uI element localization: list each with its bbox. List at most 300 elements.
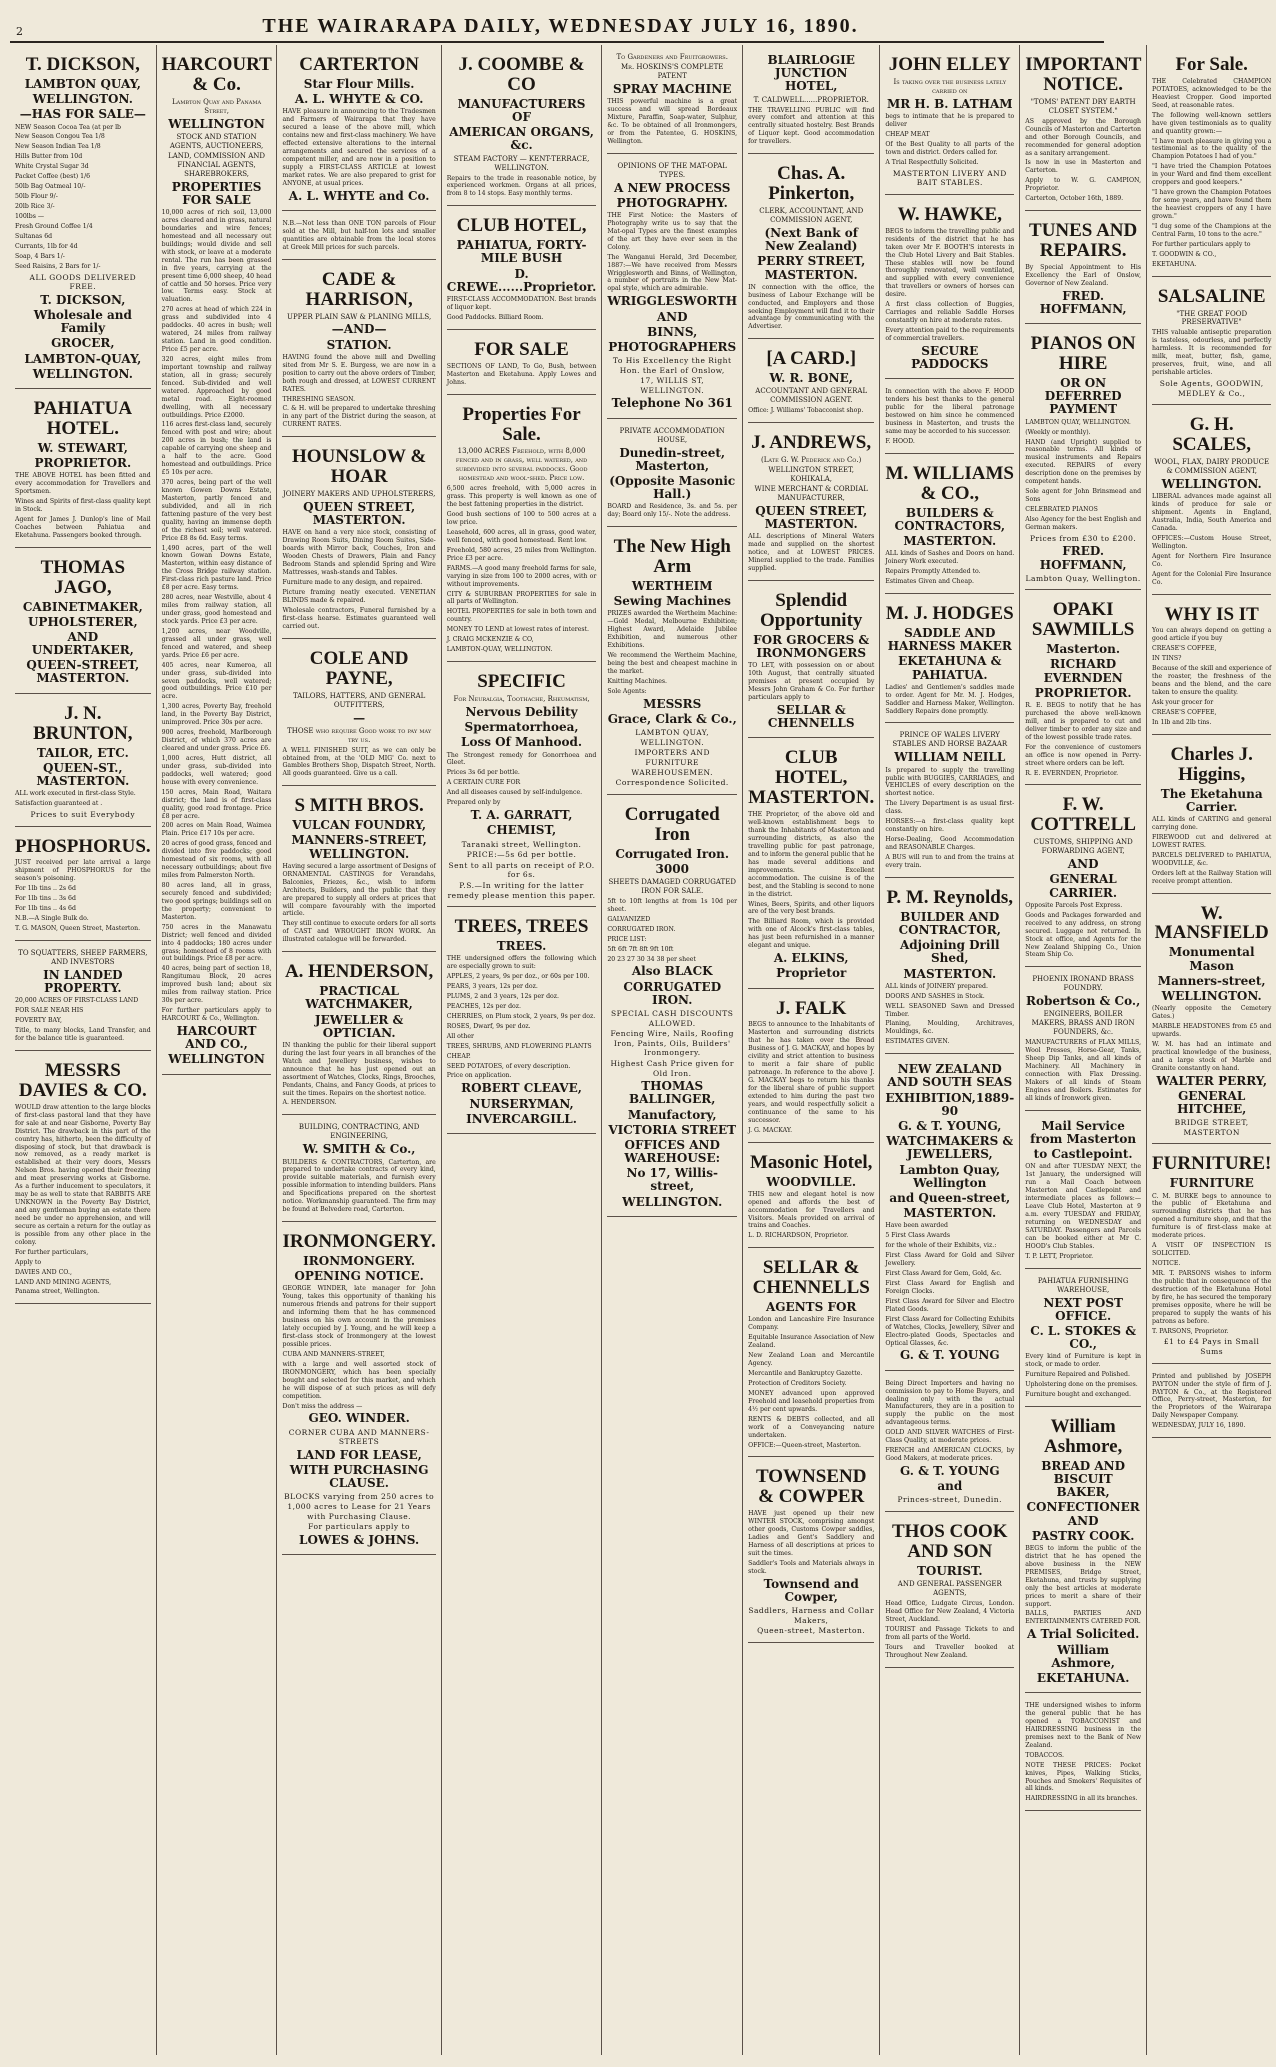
ad-body-text: 405 acres, near Kumeroa, all under grass, sub-divided into seven paddocks, well watered; good outbuildings. Price £10 per acre.: [161, 661, 272, 701]
ad-body-text: Furniture bought and exchanged.: [1025, 1391, 1131, 1399]
page-number: 2: [16, 25, 23, 38]
ad-heading: CLUB HOTEL, MASTERTON.: [748, 747, 875, 809]
ad-body-text: CHEAP.: [446, 1052, 471, 1060]
column-9: [1147, 45, 1276, 2055]
ad-body-text: CORRUGATED IRON.: [607, 925, 676, 933]
ad-body-text: EKETAHUNA.: [1152, 260, 1197, 268]
ad-body-text: "I dug some of the Champions at the Central Farm, 10 tons to the acre.": [1152, 222, 1272, 238]
ad-heading: (Late G. W. Pederick and Co.): [761, 456, 862, 465]
column-7: [880, 45, 1020, 2055]
ad-heading: Adjoining Drill Shed,: [899, 938, 1000, 966]
ad-heading: Corrugated Iron.: [615, 846, 730, 861]
ad-signature: OFFICES AND WAREHOUSE:: [624, 1137, 721, 1166]
ad-body-text: NEW Season Cocoa Tea (at per lb: [15, 123, 122, 131]
ad-body-text: 1,200 acres, near Woodville, grassed all under grass, well fenced and watered, and sheep yards. Price £6 per acre.: [161, 627, 272, 659]
advertisement: [447, 911, 597, 1134]
ad-heading: OR ON DEFERRED PAYMENT: [1044, 376, 1122, 417]
advertisement: [748, 49, 874, 154]
ad-body-text: GEORGE WINDER, late manager for John Young, takes this opportunity of thanking his numerous friends and patrons for their support and informing them that he has commenced business on his own account in the premises lately occupied by J. Young, and he will keep a first-class stock of Ironmongery at the lowest possible prices.: [282, 1285, 436, 1348]
ad-signature: Correspondence Solicited.: [615, 778, 729, 788]
ad-body-text: SECTIONS OF LAND, To Go, Bush, between Masterton and Eketahuna. Apply Lowes and Johns.: [446, 362, 597, 386]
ad-heading: NEXT POST OFFICE.: [1043, 1295, 1123, 1323]
ad-body-text: OFFICE:—Queen-street, Masterton.: [748, 1441, 862, 1449]
ad-heading: PAHIATUA, FORTY-MILE BUSH: [456, 238, 587, 266]
ad-body-text: Protection of Creditors Society.: [748, 1379, 847, 1387]
ad-heading: NEW ZEALAND AND SOUTH SEAS: [887, 1062, 1013, 1090]
ad-signature: Taranaki street, Wellington.: [461, 839, 582, 849]
ad-body-text: NOTE THESE PRICES: Pocket knives, Pipes, Walking Sticks, Pouches and Smokers' Requisites of all kinds.: [1025, 1761, 1142, 1793]
ad-body-text: 20 23 27 30 34 38 per sheet: [607, 955, 696, 963]
ad-body-text: 750 acres in the Manawatu District; well fenced and divided into 4 paddocks; 180 acres under grass; homestead of 8 rooms with out buildings. Price £8 per acre.: [161, 923, 272, 963]
ad-body-text: You can always depend on getting a good article if you buy: [1152, 627, 1272, 643]
ad-heading: AGENTS FOR: [766, 1300, 857, 1315]
ad-body-text: Sultanas 6d: [15, 232, 53, 240]
ad-body-text: HOTEL PROPERTIES for sale in both town and country.: [446, 608, 597, 624]
ad-heading: TREES.: [496, 939, 547, 954]
ad-body-text: Upholstering done on the premises.: [1025, 1381, 1138, 1389]
ad-body-text: MANUFACTURERS of FLAX MILLS, Wool Presses, Horse-Gear, Tanks, Sheep Dip Tanks, and all kinds of Machinery. All Machinery in connection with Flax Dressing. Makers of all kinds of Steam Engines and Boilers. Estimates for all kinds of Ironwork given.: [1025, 1039, 1142, 1102]
ad-body-text: By Special Appointment to His Excellency the Earl of Onslow, Governor of New Zealand.: [1025, 264, 1142, 287]
ad-heading: TUNES AND REPAIRS.: [1029, 220, 1138, 262]
advertisement: [748, 993, 874, 1143]
advertisement: [885, 49, 1014, 195]
ad-body-text: CITY & SUBURBAN PROPERTIES for sale in all parts of Wellington.: [446, 590, 597, 606]
advertisement: [282, 264, 435, 438]
ad-body-text: RENTS & DEBTS collected, and all work of a Conveyancing nature undertaken.: [748, 1415, 875, 1439]
ad-body-text: Sole agent for John Brinsmead and Sons: [1025, 488, 1142, 504]
ad-body-text: In 1lb and 2lb tins.: [1152, 718, 1212, 726]
ad-heading: BUILDERS & CONTRACTORS,: [894, 505, 1006, 533]
ad-heading: —AND—: [331, 322, 387, 337]
ad-signature: £1 to £4 Pays in Small Sums: [1163, 1337, 1260, 1357]
ad-heading: Splendid Opportunity: [760, 590, 863, 632]
ad-heading: RICHARD EVERNDEN: [1043, 657, 1123, 685]
ad-signature: Queen-street, Masterton.: [757, 1626, 866, 1636]
ad-body-text: 370 acres, being part of the well known Gowen Downs Estate, Masterton, partly fenced and subdivided, and all in rich fattening pasture of the very best quality, having an immense depth of the richest soil; well watered. Price £8 8s 6d. Easy terms.: [161, 479, 272, 542]
ad-heading: G. & T. YOUNG,: [898, 1119, 1002, 1133]
ad-body-text: T. P. LETT, Proprietor.: [1025, 1252, 1094, 1260]
ad-heading: TOWNSEND & COWPER: [755, 1466, 867, 1508]
advertisement: [1025, 1411, 1141, 1693]
ad-heading: SELLAR & CHENNELLS: [752, 1257, 870, 1299]
ad-heading: A NEW PROCESS: [613, 180, 731, 195]
ad-body-text: (Nearly opposite the Cemetery Gates.): [1152, 1005, 1272, 1021]
ad-body-text: For further particulars apply to: [1152, 240, 1251, 248]
ad-heading: 3000: [655, 861, 689, 876]
ad-body-text: "I have much pleasure in giving you a testimonial as to the quality of the Champion Potatoes I had of you.": [1152, 137, 1272, 161]
ad-body-text: We recommend the Wertheim Machine, being the best and cheapest machine in the market.: [607, 652, 738, 675]
column-1: [10, 45, 157, 2055]
ad-body-text: BEGS to inform the public of the district that he has opened the above business in the NEW PREMISES, Bridge Street, Eketahuna, and trusts by supplying only the best articles at moderate prices to merit a share of their support.: [1025, 1544, 1142, 1608]
ad-body-text: Every attention paid to the requirements of commercial travellers.: [885, 327, 1015, 342]
advertisement: [15, 945, 151, 1051]
ad-body-text: New Season Congou Tea 1/8: [15, 133, 105, 141]
ad-body-text: Packet Coffee (best) 1/6: [15, 173, 91, 181]
ad-heading: FURNITURE: [1169, 1176, 1254, 1191]
ad-body-text: A CERTAIN CURE FOR: [446, 779, 521, 787]
ad-signature: FRED. HOFFMANN,: [1039, 288, 1127, 317]
ad-body-text: THIS valuable antiseptic preparation is tasteless, odourless, and perfectly harmless. It is recommended for milk, meat, butter, fish, game, preserves, fruit, wine, and all perishable articles.: [1152, 329, 1272, 377]
ad-heading: Properties For Sale.: [462, 403, 581, 445]
ad-body-text: For further particulars apply to HARCOURT & Co., Wellington.: [161, 1007, 272, 1023]
ad-heading: Nervous Debility: [465, 704, 578, 719]
ad-body-text: 50lb Bag Oatmeal 10/-: [15, 183, 86, 191]
ad-body-text: Being Direct Importers and having no commission to pay to Home Buyers, and dealing only with the actual Manufacturers, they are in a position to supply the public on the most advantageous terms.: [885, 1379, 1015, 1427]
ad-heading: M. J. HODGES: [885, 603, 1014, 625]
ad-body-text: Is now in use in Masterton and Carterton.: [1025, 159, 1142, 175]
ad-body-text: Agent for James J. Dunlop's line of Mail Coaches between Pahiatua and Eketahuna. Passengers booked through.: [15, 515, 151, 539]
ad-body-text: T. PARSONS, Proprietor.: [1152, 1327, 1229, 1335]
ad-body-text: 5 First Class Awards: [885, 1232, 951, 1240]
ad-signature: Saddlers, Harness and Collar Makers,: [748, 1606, 875, 1625]
ad-body-text: PEARS, 3 years, 12s per doz.: [446, 983, 538, 991]
ad-heading: CUSTOMS, SHIPPING AND FORWARDING AGENT,: [1033, 838, 1133, 856]
ad-signature: A. ELKINS,: [773, 951, 849, 966]
ad-body-text: The Wanganui Herald, 3rd December, 1887:—We have received from Messrs Wrigglesworth and Binns, of Wellington, a number of portraits in the New Mat-opal style, which are admirable.: [607, 253, 738, 293]
ad-body-text: CREASE'S COFFEE,: [1152, 708, 1217, 716]
advertisement: [1152, 409, 1271, 594]
ad-body-text: 5ft 6ft 7ft 8ft 9ft 10ft: [607, 945, 674, 953]
ad-body-text: ROSES, Dwarf, 9s per doz.: [446, 1022, 531, 1030]
ad-body-text: 116 acres first-class land, securely fenced with post and wire; about 200 acres in bush; the land is capable of carrying one sheep and a half to the acre. Good homestead and outbuildings. Price £5 10s per acre.: [161, 421, 272, 477]
advertisement: [885, 727, 1014, 877]
advertisement: [282, 643, 435, 787]
ad-body-text: PRICE LIST:: [607, 935, 647, 943]
column-3: [277, 45, 441, 2055]
ad-signature: Fencing Wire, Nails, Roofing Iron, Paints, Oils, Builders' Ironmongery.: [610, 1029, 734, 1058]
advertisement: [1152, 1148, 1271, 1363]
ad-body-text: T. GOODWIN & CO.,: [1152, 250, 1217, 258]
advertisement: [748, 1252, 874, 1457]
ad-body-text: Knitting Machines.: [607, 677, 668, 685]
ad-heading: EKETAHUNA & PAHIATUA.: [898, 654, 1002, 682]
ad-body-text: Title, to many blocks, Land Transfer, and for the balance title is guaranteed.: [15, 1027, 151, 1042]
advertisement: [447, 334, 597, 395]
advertisement-columns: [10, 45, 1272, 2055]
ad-body-text: New Season Indian Tea 1/8: [15, 143, 101, 151]
ad-heading: Robertson & Co.,: [1026, 994, 1141, 1009]
ad-body-text: LAND AND MINING AGENTS,: [15, 1278, 112, 1286]
ad-signature: Townsend and Cowper,: [763, 1576, 859, 1605]
ad-body-text: IN connection with the office, the business of Labour Exchange will be conducted, and Employers and those seeking Employment will find it to their advantage by communicating with the Advertiser.: [748, 283, 875, 331]
ad-heading: COLE AND PAYNE,: [309, 647, 409, 689]
ad-body-text: 5ft to 10ft lengths at from 1s 10d per sheet.: [607, 897, 738, 913]
ad-heading: PRIVATE ACCOMMODATION HOUSE,: [619, 426, 725, 444]
ad-signature: Prices to suit Everybody: [30, 809, 136, 819]
ad-body-text: The Livery Department is as usual first-class.: [885, 800, 1015, 816]
ad-signature: PHOTOGRAPHERS: [608, 339, 737, 354]
advertisement: [1025, 594, 1141, 785]
ad-signature: WELLINGTON.: [622, 1194, 723, 1209]
ad-body-text: Good bush sections of 100 to 500 acres at a low price.: [446, 511, 597, 527]
ad-heading: G. H. SCALES,: [1172, 414, 1252, 456]
ad-body-text: Have been awarded: [885, 1222, 948, 1230]
ad-body-text: White Crystal Sugar 3d: [15, 163, 89, 171]
ad-body-text: J. G. MACKAY.: [748, 1126, 793, 1134]
ad-heading: BUILDER AND CONTRACTOR,: [898, 909, 1001, 937]
ad-body-text: "I have tried the Champion Potatoes in your Ward and find them excellent croppers and good keepers.": [1152, 163, 1272, 187]
ad-body-text: AS approved by the Borough Councils of Masterton and Carterton and other Borough Councils, and recommended for general adoption as a sanitary arrangement.: [1025, 117, 1142, 157]
advertisement: [15, 1055, 151, 1304]
advertisement: [1152, 49, 1271, 277]
advertisement: [607, 799, 737, 1217]
ad-body-text: WELL SEASONED Sawn and Dressed Timber.: [885, 1002, 1015, 1018]
ad-body-text: Prepared only by: [446, 799, 501, 807]
ad-body-text: NOTICE.: [1152, 1260, 1181, 1267]
ad-body-text: Ladies' and Gentlemen's saddles made to order. Agent for Mr. M. J. Hodges, Saddler and Harness Maker, Wellington. Saddlery Repairs done promptly.: [885, 683, 1015, 715]
advertisement: [1152, 1368, 1271, 1439]
ad-heading: WHY IS IT: [1164, 603, 1259, 625]
ad-heading: QUEEN-STREET, MASTERTON.: [26, 658, 140, 686]
advertisement: [15, 698, 151, 827]
ad-signature: LAND FOR LEASE,: [296, 1447, 422, 1462]
ad-body-text: J. CRAIG MCKENZIE & CO,: [446, 636, 534, 644]
ad-body-text: Opposite Parcels Post Express.: [1025, 901, 1123, 909]
ad-body-text: LAMBTON QUAY, WELLINGTON.: [1025, 418, 1131, 426]
ad-heading: Masonic Hotel,: [749, 1151, 873, 1173]
ad-body-text: JUST received per late arrival a large shipment of PHOSPHORUS for the season's poisoning.: [15, 859, 151, 883]
ad-body-text: HAVE on hand a very nice stock, consisting of Drawing Room Suits, Dining Room Suites, Side-boards with Mirror back, Couches, Iron and Wooden Chests of Drawers, Plain and Fancy Bedroom Stands and splendid Spring and Wire Mattresses, wash-stands and Tables.: [282, 529, 436, 577]
ad-heading: AND: [1067, 857, 1099, 872]
ad-signature: WELLINGTON: [168, 1052, 265, 1067]
ad-body-text: ALL kinds of CARTING and general carrying done.: [1152, 816, 1272, 831]
advertisement: [1025, 215, 1141, 324]
ad-body-text: FOR SALE NEAR HIS: [15, 1007, 84, 1015]
ad-heading: BUILDING, CONTRACTING, AND ENGINEERING,: [298, 1123, 420, 1141]
ad-heading: WELLINGTON.: [1161, 988, 1262, 1003]
ad-signature: Proprietor: [776, 966, 847, 981]
ad-body-text: For 1lb tins .. 3s 6d: [15, 895, 76, 903]
ad-body-text: HAVE just opened up their new WINTER STOCK, comprising amongst other goods, Customs Cowper saddles, Ladies and Gent's Saddlery and Harness of all descriptions at prices to suit the times.: [748, 1510, 875, 1558]
ad-body-text: First Class Award for English and Foreign Clocks.: [885, 1279, 1015, 1295]
ad-heading: to Castlepoint.: [1033, 1147, 1133, 1162]
ad-signature: Princes-street, Dunedin.: [897, 1495, 1003, 1505]
ad-signature: Lambton Quay, Wellington.: [1025, 573, 1141, 583]
ad-heading: PRACTICAL WATCHMAKER,: [305, 984, 413, 1012]
ad-body-text: Soap, 4 Bars 1/-: [15, 252, 65, 260]
ad-body-text: For further particulars,: [15, 1248, 89, 1256]
ad-signature: BLOCKS varying from 250 acres to 1,000 acres to Lease for 21 Years with Purchasing Clause.: [284, 1492, 435, 1521]
ad-heading: The Eketahuna Carrier.: [1160, 786, 1263, 814]
ad-heading: WERTHEIM: [631, 579, 713, 594]
ad-body-text: Sole Agents:: [607, 687, 647, 695]
ad-body-text: Head Office, Ludgate Circus, London. Head Office for New Zealand, 4 Victoria Street, Auckland.: [885, 1599, 1015, 1623]
ad-body-text: 150 acres, Main Road, Waitara district; the land is of first-class quality, good road frontage. Price £8 per acre.: [161, 788, 272, 820]
ad-heading: LAND, COMMISSION AND FINANCIAL AGENTS, SHAREBROKERS,: [168, 151, 266, 178]
advertisement: [748, 1147, 874, 1249]
ad-body-text: 1,490 acres, part of the well known Gowan Downs Estate, Masterton, within easy distance of the Cross Bridge railway station. First-class rich pasture land. Price £8 per acre. Easy terms.: [161, 544, 272, 592]
ad-signature: SELLAR & CHENNELLS: [767, 703, 855, 731]
ad-signature: CHEMIST,: [486, 823, 557, 838]
ad-body-text: New Zealand Loan and Mercantile Agency.: [748, 1352, 875, 1368]
ad-heading: MANNERS-STREET, WELLINGTON.: [291, 833, 427, 861]
advertisement: [282, 441, 435, 638]
ad-body-text: DAVIES AND CO.,: [15, 1268, 72, 1276]
ad-body-text: Satisfaction guaranteed at .: [15, 800, 103, 807]
ad-heading: A. HENDERSON,: [284, 961, 434, 983]
ad-body-text: Saddler's Tools and Materials always in stock.: [748, 1559, 875, 1575]
ad-body-text: 200 acres on Main Road, Waimea Plain. Price £17 10s per acre.: [161, 822, 272, 838]
ad-body-text: Is prepared to supply the travelling public with BUGGIES, CARRIAGES, and VEHICLES of every description on the shortest notice.: [885, 766, 1015, 798]
ad-body-text: 20 acres of good grass, fenced and divided into five paddocks; good homestead of six rooms, with all necessary outbuildings; about five miles from Palmerston North.: [161, 840, 272, 880]
ad-signature: To His Excellency the Right Hon. the Earl of Onslow,: [612, 356, 732, 375]
ad-heading: CLERK, ACCOUNTANT, AND COMMISSION AGENT,: [759, 207, 864, 225]
ad-body-text: for the whole of their Exhibits, viz.:: [885, 1242, 997, 1250]
advertisement: [447, 666, 597, 907]
ad-heading: MR H. B. LATHAM: [886, 96, 1013, 111]
ad-body-text: FIREWOOD cut and delivered at LOWEST RATES.: [1152, 833, 1272, 849]
ad-signature: WALTER PERRY,: [1156, 1073, 1268, 1088]
ad-body-text: Agent for Northern Fire Insurance Co.: [1152, 552, 1272, 568]
ad-signature: William Ashmore,: [1051, 1642, 1115, 1670]
ad-body-text: CELEBRATED PIANOS: [1025, 506, 1098, 514]
ad-heading: Spermatorrhoea,: [464, 720, 579, 735]
ad-body-text: FIRST-CLASS ACCOMMODATION. Best brands of liquor kept.: [446, 296, 597, 311]
ad-body-text: HAND (and Upright) supplied to reasonable terms. All kinds of musical instruments and Repairs executed. REPAIRS of every description done on the premises by competent hands.: [1025, 438, 1142, 486]
ad-body-text: 270 acres at head of which 224 in grass and subdivided into 4 paddocks. 40 acres in bush; well watered, 24 miles from railway station. Land in good condition. Price £5 per acre.: [161, 306, 272, 354]
ad-body-text: PARCELS DELIVERED to PAHIATUA, WOODVILLE, &c.: [1152, 851, 1272, 867]
ad-heading: QUEEN STREET, MASTERTON.: [303, 500, 416, 528]
ad-heading: SHEETS DAMAGED CORRUGATED IRON FOR SALE.: [608, 877, 736, 895]
advertisement: [607, 158, 737, 419]
ad-heading: SALSALINE: [1157, 285, 1266, 307]
ad-heading: TOURIST.: [916, 1563, 983, 1578]
ad-signature: GEO. WINDER.: [308, 1411, 410, 1426]
advertisement: [607, 423, 737, 528]
ad-body-text: And all diseases caused by self-indulgence.: [446, 789, 583, 797]
ad-signature: ALL GOODS DELIVERED FREE.: [29, 272, 137, 292]
column-2: [157, 45, 278, 2055]
ad-heading: [A CARD.]: [766, 348, 857, 370]
advertisement: [885, 458, 1014, 594]
ad-signature: Sent to all parts on receipt of P.O. for 6s.: [448, 860, 595, 880]
ad-body-text: Prices 3s 6d per bottle.: [446, 769, 520, 777]
ad-heading: TO SQUATTERS, SHEEP FARMERS, AND INVESTORS: [18, 948, 148, 966]
ad-body-text: For the convenience of customers an office is now opened in Perry-street where orders can be left.: [1025, 743, 1142, 767]
ad-heading: WOOL, FLAX, DAIRY PRODUCE & COMMISSION AGENT,: [1154, 458, 1270, 476]
ad-heading: P. M. Reynolds,: [886, 886, 1014, 908]
ad-body-text: Seed Raisins, 2 Bars for 1/-: [15, 262, 101, 270]
ad-signature: Manufactory,: [627, 1107, 717, 1122]
ad-body-text: A first class collection of Buggies, Carriages and reliable Saddle Horses constantly on hire at moderate rates.: [885, 301, 1015, 325]
ad-body-text: THE ABOVE HOTEL has been fitted and every accommodation for Travellers and Sportsmen.: [15, 472, 151, 495]
ad-body-text: MARBLE HEADSTONES from £5 and upwards.: [1152, 1023, 1272, 1038]
ad-body-text: Office: J. Williams' Tobacconist shop.: [748, 407, 864, 415]
ad-body-text: PRIZES awarded the Wertheim Machine:—Gold Medal, Melbourne Exhibition; Highest Award, Adelaide Jubilee Exhibition, and numerous other Exhibitions.: [607, 610, 738, 650]
ad-heading: PIANOS ON HIRE: [1030, 333, 1136, 375]
advertisement: [1025, 971, 1141, 1110]
ad-body-text: Also Agency for the best English and German makers.: [1025, 515, 1142, 531]
ad-signature: CORRUGATED IRON.: [623, 979, 722, 1007]
ad-heading: IN LANDED PROPERTY.: [43, 967, 123, 996]
ad-heading: JOHN ELLEY: [888, 54, 1011, 75]
ad-heading: BLAIRLOGIE JUNCTION HOTEL,: [767, 53, 855, 94]
column-5: [602, 45, 743, 2055]
ad-heading: W. MANSFIELD: [1154, 902, 1269, 944]
ad-heading: IRONMONGERY.: [303, 1254, 416, 1268]
ad-signature: Highest Cash Price given for Old Iron.: [610, 1058, 734, 1078]
ad-signature: INVERCARGILL.: [466, 1111, 577, 1126]
ad-heading: Star Flour Mills.: [303, 76, 415, 91]
ad-heading: Corrugated Iron: [624, 803, 720, 845]
ad-heading: Dunedin-street, Masterton,: [619, 445, 726, 473]
advertisement: [748, 158, 874, 339]
ad-body-text: ON and after TUESDAY NEXT, the 1st January, the undersigned will run a Mail Coach between Masterton and Castlepoint and intermediate places as follows:— Leave Club Hotel, Masterton at 9 a.m. every TUESDAY and FRIDAY, returning on WEDNESDAY and SATURDAY. Passengers and Parcels can be booked either at Mr C. HOOD's Club Stables.: [1025, 1163, 1142, 1250]
ad-body-text: Fresh Ground Coffee 1/4: [15, 222, 93, 230]
ad-body-text: FARMS.—A good many freehold farms for sale, varying in size from 100 to 2000 acres, with or without improvements.: [446, 564, 597, 588]
ad-heading: PROPERTIES FOR SALE: [171, 179, 262, 207]
ad-signature: GENERAL HITCHEE,: [1177, 1088, 1247, 1116]
ad-body-text: Wholesale contractors, Funeral furnished by a first-class hearse. Estimates guaranteed well carried out.: [282, 606, 436, 630]
ad-signature: G. & T. YOUNG: [899, 1464, 1000, 1478]
ad-heading: Mr. HOSKINS'S COMPLETE PATENT: [621, 62, 724, 80]
ad-body-text: IN TINS?: [1152, 655, 1182, 663]
ad-body-text: T. G. MASON, Queen Street, Masterton.: [15, 925, 141, 933]
ad-body-text: MONEY TO LEND at lowest rates of interest.: [446, 626, 590, 634]
ad-heading: WILLIAM NEILL: [894, 750, 1006, 765]
ad-signature: EKETAHUNA.: [1036, 1670, 1130, 1685]
ad-body-text: CREASE'S COFFEE,: [1152, 645, 1217, 653]
ad-heading: JOINERY MAKERS AND UPHOLSTERERS,: [282, 490, 436, 499]
ad-signature: LAMBTON QUAY, WELLINGTON.: [635, 728, 710, 747]
ad-body-text: 50lb Flour 9/-: [15, 193, 58, 201]
advertisement: [748, 427, 874, 581]
ad-body-text: Horse-Dealing, Good Accommodation and REASONABLE Charges.: [885, 836, 1015, 851]
ad-heading: WELLINGTON STREET, KOHIKALA,: [768, 466, 855, 484]
advertisement: [1025, 328, 1141, 590]
ad-body-text: First Class Award for Silver and Electro Plated Goods.: [885, 1297, 1015, 1313]
ad-body-text: Furniture made to any design, and repaired.: [282, 579, 423, 587]
ad-heading: W. R. BONE,: [769, 371, 853, 386]
ad-body-text: First Class Award for Gem, Gold, &c.: [885, 1270, 1002, 1277]
ad-heading: PHOTOGRAPHY.: [616, 195, 728, 210]
ad-body-text: 900 acres, freehold, Marlborough District, of which 370 acres are cleared and under grass. Price £6.: [161, 729, 272, 753]
advertisement: [748, 742, 874, 988]
ad-body-text: GALVANIZED: [607, 915, 651, 923]
ad-body-text: begs to intimate that he is prepared to deliver: [885, 113, 1015, 128]
ad-body-text: Tours and Traveller booked at Throughout New Zealand.: [885, 1643, 1015, 1659]
ad-body-text: HORSES:—a first-class quality kept constantly on hire.: [885, 818, 1015, 834]
ad-body-text: Of the Best Quality to all parts of the town and district. Orders called for.: [885, 140, 1015, 156]
ad-signature: SPECIAL CASH DISCOUNTS ALLOWED.: [611, 1009, 734, 1028]
advertisement: [748, 343, 874, 423]
ad-signature: WRIGGLESWORTH: [607, 294, 738, 309]
ad-heading: QUEEN-ST., MASTERTON.: [36, 760, 130, 788]
ad-heading: ENGINEERS, BOILER MAKERS, BRASS AND IRON FOUNDERS, &c.: [1031, 1010, 1135, 1037]
ad-heading: BREAD AND BISCUIT BAKER,: [1041, 1458, 1126, 1500]
ad-signature: and: [937, 1479, 963, 1494]
ad-heading: LAMBTON QUAY,: [24, 76, 141, 91]
advertisement: [15, 49, 151, 389]
ad-heading: UPHOLSTERER,: [27, 614, 138, 629]
ad-body-text: HAIRDRESSING in all its branches.: [1025, 1795, 1138, 1803]
ad-body-text: IN thanking the public for their liberal support during the last four years in all branches of the Watch and Jewellery business, wishes to announce that he has just opened out an assortment of Watches, Clocks, Rings, Brooches, Pendants, Chains, and Fancy Goods, at prices to suit the times. Repairs on the shortest notice.: [282, 1041, 436, 1097]
ad-heading: EXHIBITION,1889-90: [885, 1090, 1015, 1118]
ad-body-text: Estimates Given and Cheap.: [885, 578, 974, 586]
ad-heading: T. CALDWELL......PROPRIETOR.: [753, 95, 869, 104]
ad-heading: Monumental Mason: [1168, 945, 1255, 973]
ad-body-text: Agent for the Colonial Fire Insurance Co.: [1152, 570, 1272, 586]
ad-heading: WELLINGTON.: [32, 92, 133, 107]
advertisement: [282, 215, 435, 260]
ad-body-text: ALL work executed in first-class Style.: [15, 790, 136, 798]
ad-signature: Prices from £30 to £200.: [1029, 533, 1137, 543]
ad-heading: WATCHMAKERS & JEWELLERS,: [886, 1134, 1014, 1162]
ad-heading: (Opposite Masonic Hall.): [609, 473, 736, 502]
ad-heading: PAHIATUA HOTEL.: [33, 397, 133, 439]
advertisement: [1152, 898, 1271, 1145]
ad-body-text: 6,500 acres freehold, with 5,000 acres in grass. This property is well known as one of the best fattening properties in the district.: [446, 485, 597, 509]
